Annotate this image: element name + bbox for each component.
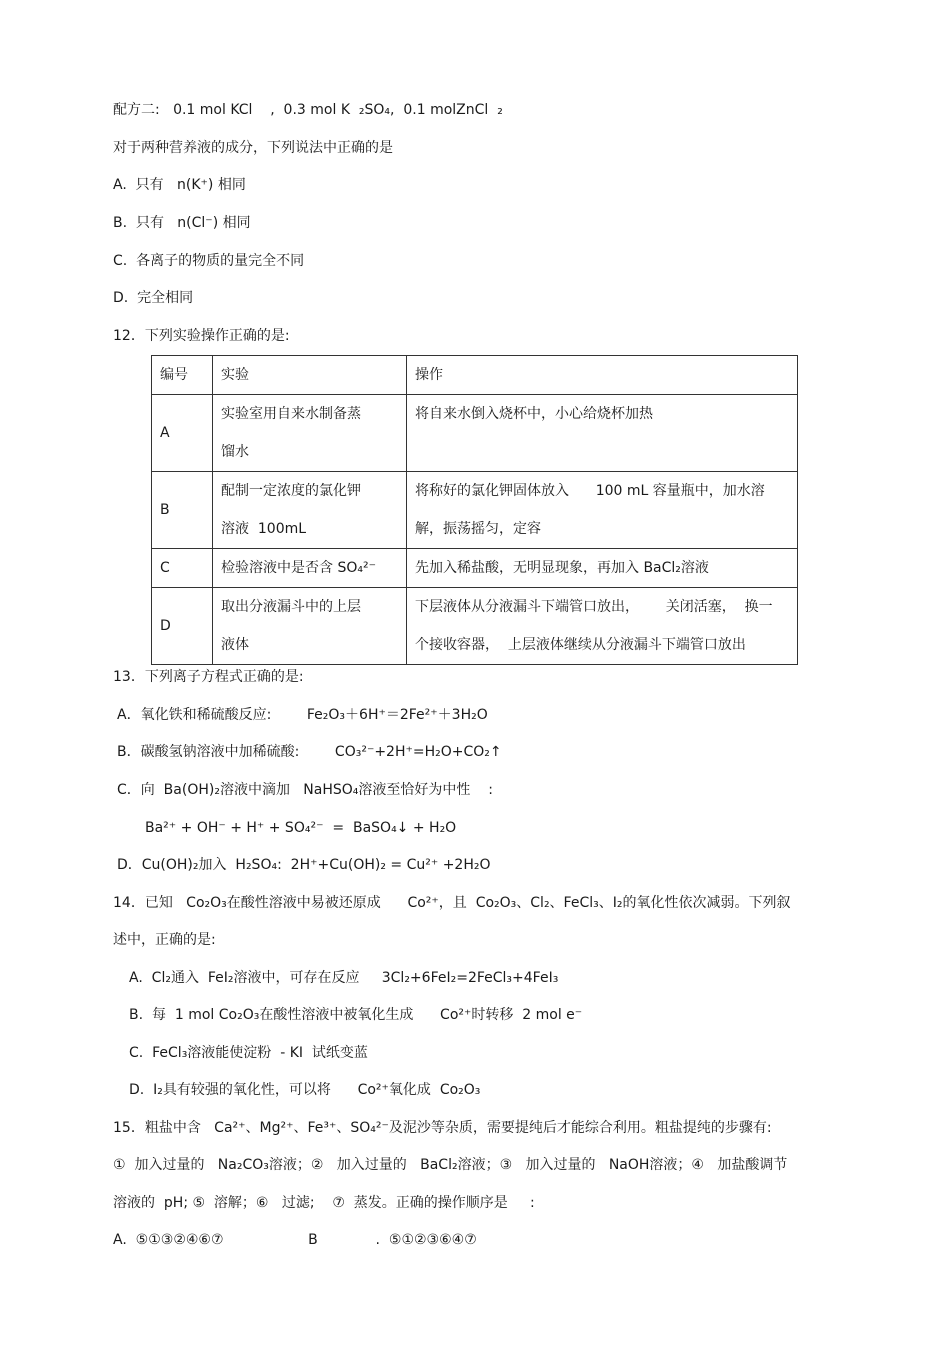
q11-option-d: D. 完全相同 [113,290,194,306]
row-operation-line1: 下层液体从分液漏斗下端管口放出， 关闭活塞， 换一 [415,599,773,615]
q13-option-d: D．Cu(OH)₂加入 H₂SO₄: 2H⁺+Cu(OH)₂ = Cu²⁺ +2H₂O [117,857,491,873]
row-id: D [152,588,213,665]
q14-option-c: C. FeCl₃溶液能使淀粉 - KI 试纸变蓝 [129,1045,368,1061]
table-row [152,549,798,588]
experiment-table [151,355,798,665]
table-row [152,588,798,665]
row-operation-line2: 解，振荡摇匀，定容 [415,521,541,537]
q13-option-a: A．氧化铁和稀硫酸反应: Fe₂O₃＋6H⁺＝2Fe²⁺＋3H₂O [117,707,488,723]
row-id: C [152,549,213,588]
q13-option-b: B．碳酸氢钠溶液中加稀硫酸: CO₃²⁻+2H⁺=H₂O+CO₂↑ [117,744,502,760]
row-experiment-line1: 配制一定浓度的氯化钾 [221,483,361,499]
question-12-stem: 12．下列实验操作正确的是: [113,328,290,344]
header-operation: 操作 [407,356,798,395]
q14-option-d: D. I₂具有较强的氧化性，可以将 Co²⁺氧化成 Co₂O₃ [129,1082,481,1098]
table-row [152,395,798,472]
row-experiment-line2: 液体 [221,637,249,653]
row-experiment [213,472,407,549]
row-experiment [213,588,407,665]
q13-option-c: C．向 Ba(OH)₂溶液中滴加 NaHSO₄溶液至恰好为中性 : [117,782,493,798]
q11-option-c: C. 各离子的物质的量完全不同 [113,253,305,269]
question-15-steps-cont: 溶液的 pH; ⑤ 溶解；⑥ 过滤; ⑦ 蒸发。正确的操作顺序是 : [113,1195,535,1211]
row-id: A [152,395,213,472]
row-id: B [152,472,213,549]
header-number: 编号 [152,356,213,395]
question-14-stem-cont: 述中，正确的是: [113,932,216,948]
question-11-stem: 对于两种营养液的成分，下列说法中正确的是 [113,140,393,156]
q14-option-b: B. 每 1 mol Co₂O₃在酸性溶液中被氧化生成 Co²⁺时转移 2 mol e⁻ [129,1007,583,1023]
q11-option-b: B. 只有 n(Cl⁻) 相同 [113,215,251,231]
row-experiment [213,395,407,472]
table-row [152,472,798,549]
row-experiment-line2: 溶液 100mL [221,521,307,537]
row-experiment-line2: 馏水 [221,444,249,460]
question-15-steps: ① 加入过量的 Na₂CO₃溶液；② 加入过量的 BaCl₂溶液；③ 加入过量的 NaOH溶液；④ 加盐酸调节 [113,1157,788,1173]
q13-option-c-equation: Ba²⁺ + OH⁻ + H⁺ + SO₄²⁻ = BaSO₄↓ + H₂O [145,820,457,836]
row-operation-line2: 个接收容器， 上层液体继续从分液漏斗下端管口放出 [415,637,746,653]
row-operation [407,395,798,472]
row-operation [407,472,798,549]
row-experiment-line1: 取出分液漏斗中的上层 [221,599,361,615]
row-operation: 先加入稀盐酸，无明显现象，再加入 BaCl₂溶液 [407,549,798,588]
row-operation-line1: 将自来水倒入烧杯中，小心给烧杯加热 [415,406,653,422]
question-13-stem: 13．下列离子方程式正确的是: [113,669,304,685]
row-operation [407,588,798,665]
q15-options: A. ⑤①③②④⑥⑦ B . ⑤①②③⑥④⑦ [113,1232,477,1248]
question-15-stem: 15．粗盐中含 Ca²⁺、Mg²⁺、Fe³⁺、SO₄²⁻及泥沙等杂质，需要提纯后才能综合利用。粗盐提纯的步骤有: [113,1120,772,1136]
row-experiment: 检验溶液中是否含 SO₄²⁻ [213,549,407,588]
formula-two-line: 配方二: 0.1 mol KCl , 0.3 mol K ₂SO₄, 0.1 molZnCl ₂ [113,102,503,118]
table-header-row [152,356,798,395]
row-experiment-line1: 实验室用自来水制备蒸 [221,406,361,422]
header-experiment: 实验 [213,356,407,395]
q11-option-a: A. 只有 n(K⁺) 相同 [113,177,246,193]
q14-option-a: A. Cl₂通入 FeI₂溶液中，可存在反应 3Cl₂+6FeI₂=2FeCl₃+4FeI₃ [129,970,559,986]
row-operation-line1: 将称好的氯化钾固体放入 100 mL 容量瓶中，加水溶 [415,483,765,499]
question-14-stem: 14．已知 Co₂O₃在酸性溶液中易被还原成 Co²⁺，且 Co₂O₃、Cl₂、FeCl₃、I₂的氧化性依次减弱。下列叙 [113,895,791,911]
